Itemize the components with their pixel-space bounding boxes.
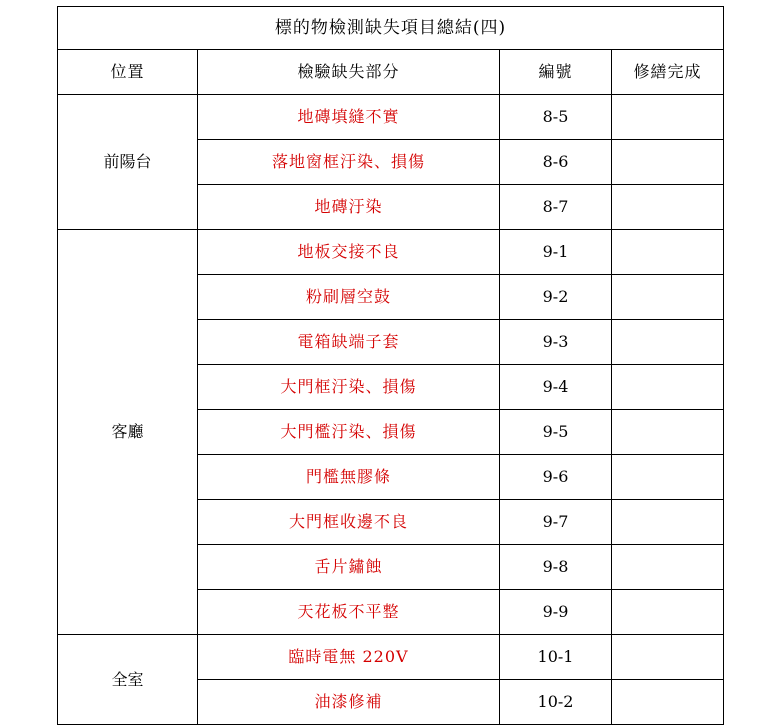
location-cell: 全室 [58, 635, 198, 725]
repair-status-cell [612, 545, 724, 590]
code-cell: 10-2 [500, 680, 612, 725]
header-repair: 修繕完成 [612, 50, 724, 95]
location-cell: 客廳 [58, 230, 198, 635]
repair-status-cell [612, 410, 724, 455]
repair-status-cell [612, 680, 724, 725]
defect-cell: 地磚填縫不實 [198, 95, 500, 140]
defect-cell: 舌片鏽蝕 [198, 545, 500, 590]
repair-status-cell [612, 635, 724, 680]
repair-status-cell [612, 590, 724, 635]
defect-cell: 大門檻汙染、損傷 [198, 410, 500, 455]
location-cell: 前陽台 [58, 95, 198, 230]
defect-cell: 落地窗框汙染、損傷 [198, 140, 500, 185]
repair-status-cell [612, 365, 724, 410]
code-cell: 9-1 [500, 230, 612, 275]
defect-cell: 地板交接不良 [198, 230, 500, 275]
repair-status-cell [612, 455, 724, 500]
table-title: 標的物檢測缺失項目總結(四) [58, 7, 724, 50]
repair-status-cell [612, 140, 724, 185]
table-row [58, 230, 724, 275]
code-cell: 9-8 [500, 545, 612, 590]
header-row [58, 50, 724, 95]
code-cell: 10-1 [500, 635, 612, 680]
defect-cell: 地磚汙染 [198, 185, 500, 230]
code-cell: 9-2 [500, 275, 612, 320]
code-cell: 8-7 [500, 185, 612, 230]
defect-cell: 臨時電無 220V [198, 635, 500, 680]
repair-status-cell [612, 185, 724, 230]
table-row [58, 635, 724, 680]
defect-summary-table [57, 6, 724, 725]
code-cell: 9-5 [500, 410, 612, 455]
code-cell: 9-6 [500, 455, 612, 500]
code-cell: 9-9 [500, 590, 612, 635]
table-body [58, 95, 724, 725]
repair-status-cell [612, 320, 724, 365]
code-cell: 8-6 [500, 140, 612, 185]
header-location: 位置 [58, 50, 198, 95]
repair-status-cell [612, 230, 724, 275]
defect-cell: 大門框收邊不良 [198, 500, 500, 545]
header-defect: 檢驗缺失部分 [198, 50, 500, 95]
title-row [58, 7, 724, 50]
defect-cell: 粉刷層空鼓 [198, 275, 500, 320]
defect-cell: 大門框汙染、損傷 [198, 365, 500, 410]
code-cell: 8-5 [500, 95, 612, 140]
code-cell: 9-7 [500, 500, 612, 545]
table-row [58, 95, 724, 140]
defect-cell: 電箱缺端子套 [198, 320, 500, 365]
header-code: 編號 [500, 50, 612, 95]
defect-cell: 門檻無膠條 [198, 455, 500, 500]
code-cell: 9-3 [500, 320, 612, 365]
repair-status-cell [612, 500, 724, 545]
code-cell: 9-4 [500, 365, 612, 410]
defect-cell: 油漆修補 [198, 680, 500, 725]
defect-cell: 天花板不平整 [198, 590, 500, 635]
repair-status-cell [612, 275, 724, 320]
repair-status-cell [612, 95, 724, 140]
